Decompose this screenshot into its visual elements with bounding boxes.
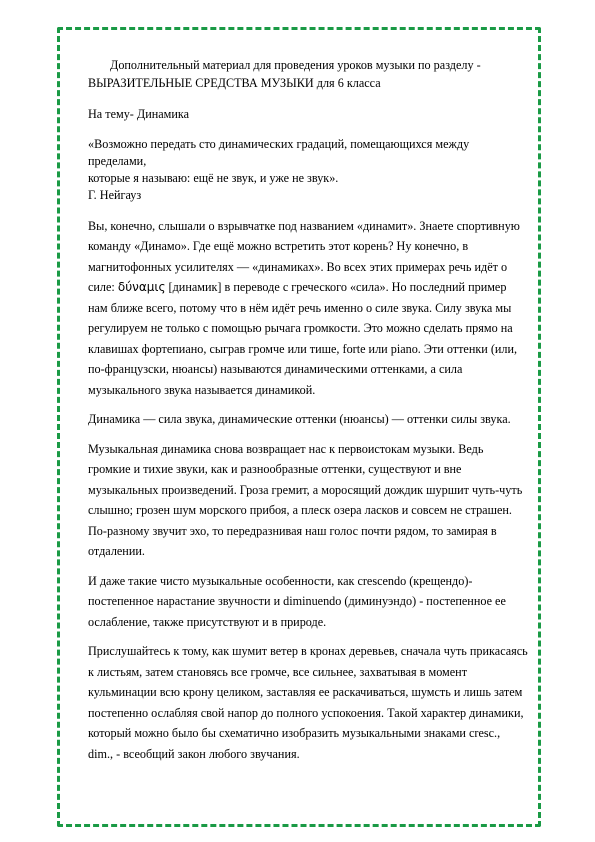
paragraph-dynamics-intro (88, 216, 528, 401)
paragraph-crescendo: И даже такие чисто музыкальные особенности, как crescendo (крещендо)- постепенное нарастание звучности и diminuendo (диминуэндо) - постепенное ее ослабление, также присутствуют и в природе. (88, 573, 506, 629)
document-body (88, 56, 528, 773)
greek-word: δύναμις (117, 280, 166, 294)
paragraph-definition: Динамика — сила звука, динамические оттенки (нюансы) — оттенки силы звука. (88, 412, 511, 426)
paragraph-1-part-a: Вы, конечно, слышали о взрывчатке под названием «динамит». Знаете спортивную команду «Динамо». Где ещё можно встретить этот корень? Ну конечно, в магнитофонных усилителях — «динамиках». Во всех этих примерах речь идёт о силе: (88, 218, 520, 294)
header-line-1: Дополнительный материал для проведения уроков музыки по разделу - (110, 58, 481, 72)
quote-author: Г. Нейгауз (88, 187, 142, 202)
paragraph-nature-sounds: Музыкальная динамика снова возвращает нас к первоистокам музыки. Ведь громкие и тихие звуки, как и разнообразные оттенки, существуют и вне музыкальных произведений. Гроза гремит, а моросящий дождик шуршит чуть-чуть слышно; грозен шум морского прибоя, а плеск озера ласков и совсем не страшен. По-разному звучит эхо, то передразнивая наш голос почти рядом, то замирая в отдалении. (88, 441, 523, 558)
document-header (88, 56, 528, 92)
quote-line-3: которые я называю: ещё не звук, и уже не звук». (88, 170, 339, 185)
quote-line-1: «Возможно передать сто динамических градаций, помещающихся между (88, 136, 470, 151)
quote-line-2: пределами, (88, 153, 147, 168)
paragraph-wind: Прислушайтесь к тому, как шумит ветер в кронах деревьев, сначала чуть прикасаясь к листьям, затем становясь все громче, все сильнее, захватывая в момент кульминации всю крону целиком, заставляя ее раскачиваться, шумсть и лишь затем постепенно ослабляя свой напор до полного успокоения. Такой характер динамики, который можно было бы схематично изобразить музыкальными знаками cresc., dim., - всеобщий закон любого звучания. (88, 644, 528, 761)
header-line-2: ВЫРАЗИТЕЛЬНЫЕ СРЕДСТВА МУЗЫКИ для 6 класса (88, 76, 381, 90)
epigraph-quote (88, 136, 528, 204)
paragraph-1-part-b: [динамик] в переводе с греческого «сила». Но последний пример нам ближе всего, потому что в нём идёт речь именно о силе звука. Силу звука мы регулируем не только с помощью рычага громкости. Это можно сделать прямо на клавишах фортепиано, сыграв громче или тише, forte или piano. Эти оттенки (или, по-французски, нюансы) называются динамическими оттенками, а сила музыкального звука называется динамикой. (88, 280, 518, 397)
topic-title: На тему- Динамика (88, 107, 190, 121)
